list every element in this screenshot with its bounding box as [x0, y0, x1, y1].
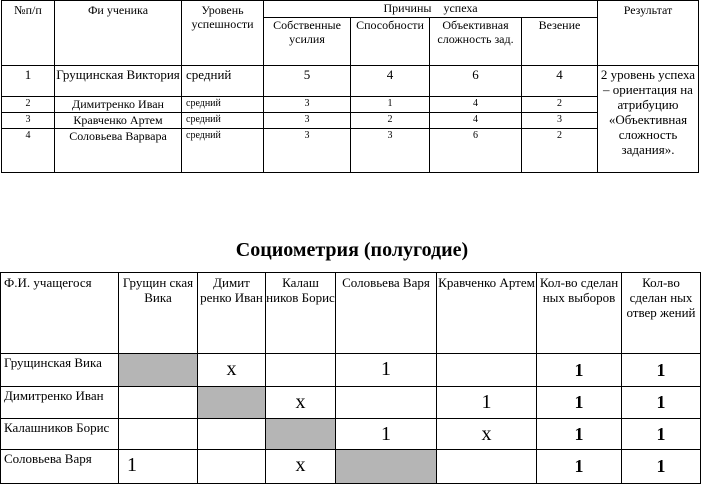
row-num: 3: [2, 113, 55, 129]
rejections-count: 1: [622, 387, 701, 419]
header-col-kravchenko: Кравченко Артем: [437, 273, 537, 354]
header-num: №п/п: [2, 1, 55, 66]
row-difficulty: 6: [430, 129, 522, 173]
row-student-name: Соловьева Варвара: [55, 129, 182, 173]
row-effort: 3: [264, 113, 351, 129]
rejections-count: 1: [622, 450, 701, 484]
mark-cell: [437, 354, 537, 387]
choices-count: 1: [537, 387, 622, 419]
header-result: Результат: [598, 1, 699, 66]
rejections-count: 1: [622, 354, 701, 387]
row-student-name: Грущинская Вика: [1, 354, 119, 387]
header-reasons: Причины успеха: [264, 1, 598, 18]
row-difficulty: 4: [430, 97, 522, 113]
choices-count: 1: [537, 450, 622, 484]
self-cell: [266, 419, 336, 450]
header-col-gruschinskaya: Грущин ская Вика: [119, 273, 198, 354]
row-ability: 3: [351, 129, 430, 173]
mark-cell: [437, 450, 537, 484]
row-level: средний: [182, 129, 264, 173]
choices-count: 1: [537, 354, 622, 387]
mark-cell: [119, 419, 198, 450]
row-luck: 4: [522, 66, 598, 97]
row-level: средний: [182, 66, 264, 97]
row-ability: 4: [351, 66, 430, 97]
row-effort: 3: [264, 97, 351, 113]
mark-cell: [198, 419, 266, 450]
mark-cell: [198, 450, 266, 484]
header-col-dimitrenko: Димит ренко Иван: [198, 273, 266, 354]
sociometry-table: [0, 272, 701, 484]
header-col-kalashnikov: Калаш ников Борис: [266, 273, 336, 354]
mark-cell: [119, 387, 198, 419]
row-level: средний: [182, 113, 264, 129]
self-cell: [198, 387, 266, 419]
row-ability: 2: [351, 113, 430, 129]
row-effort: 3: [264, 129, 351, 173]
row-num: 4: [2, 129, 55, 173]
row-student-name: Грущинская Виктория: [55, 66, 182, 97]
mark-cell: 1: [437, 387, 537, 419]
row-student-name: Кравченко Артем: [55, 113, 182, 129]
row-difficulty: 4: [430, 113, 522, 129]
row-student-name: Калашников Борис: [1, 419, 119, 450]
row-ability: 1: [351, 97, 430, 113]
header-col-solovyeva: Соловьева Варя: [336, 273, 437, 354]
success-attribution-table: [1, 0, 699, 173]
row-difficulty: 6: [430, 66, 522, 97]
header-student-name: Фи ученика: [55, 1, 182, 66]
mark-cell: [266, 354, 336, 387]
mark-cell: х: [266, 450, 336, 484]
header-difficulty: Объективная сложность зад.: [430, 18, 522, 66]
mark-cell: х: [437, 419, 537, 450]
row-student-name: Димитренко Иван: [1, 387, 119, 419]
row-student-name: Димитренко Иван: [55, 97, 182, 113]
row-student-name: Соловьева Варя: [1, 450, 119, 484]
row-effort: 5: [264, 66, 351, 97]
mark-cell: 1: [119, 450, 198, 484]
mark-cell: 1: [336, 354, 437, 387]
self-cell: [336, 450, 437, 484]
row-num: 1: [2, 66, 55, 97]
choices-count: 1: [537, 419, 622, 450]
row-level: средний: [182, 97, 264, 113]
self-cell: [119, 354, 198, 387]
row-luck: 3: [522, 113, 598, 129]
mark-cell: 1: [336, 419, 437, 450]
row-num: 2: [2, 97, 55, 113]
mark-cell: х: [198, 354, 266, 387]
result-text: 2 уровень успеха – ориентация на атрибуцию «Объективная сложность задания».: [598, 66, 699, 173]
rejections-count: 1: [622, 419, 701, 450]
sociometry-title: Социометрия (полугодие): [235, 239, 469, 261]
mark-cell: х: [266, 387, 336, 419]
header-success-level: Уровень успешности: [182, 1, 264, 66]
header-choices-count: Кол-во сделан ных выборов: [537, 273, 622, 354]
row-luck: 2: [522, 97, 598, 113]
mark-cell: [336, 387, 437, 419]
header-effort: Собственные усилия: [264, 18, 351, 66]
header-ability: Способности: [351, 18, 430, 66]
row-luck: 2: [522, 129, 598, 173]
header-luck: Везение: [522, 18, 598, 66]
header-rejections-count: Кол-во сделан ных отвер жений: [622, 273, 701, 354]
header-student: Ф.И. учащегося: [1, 273, 119, 354]
